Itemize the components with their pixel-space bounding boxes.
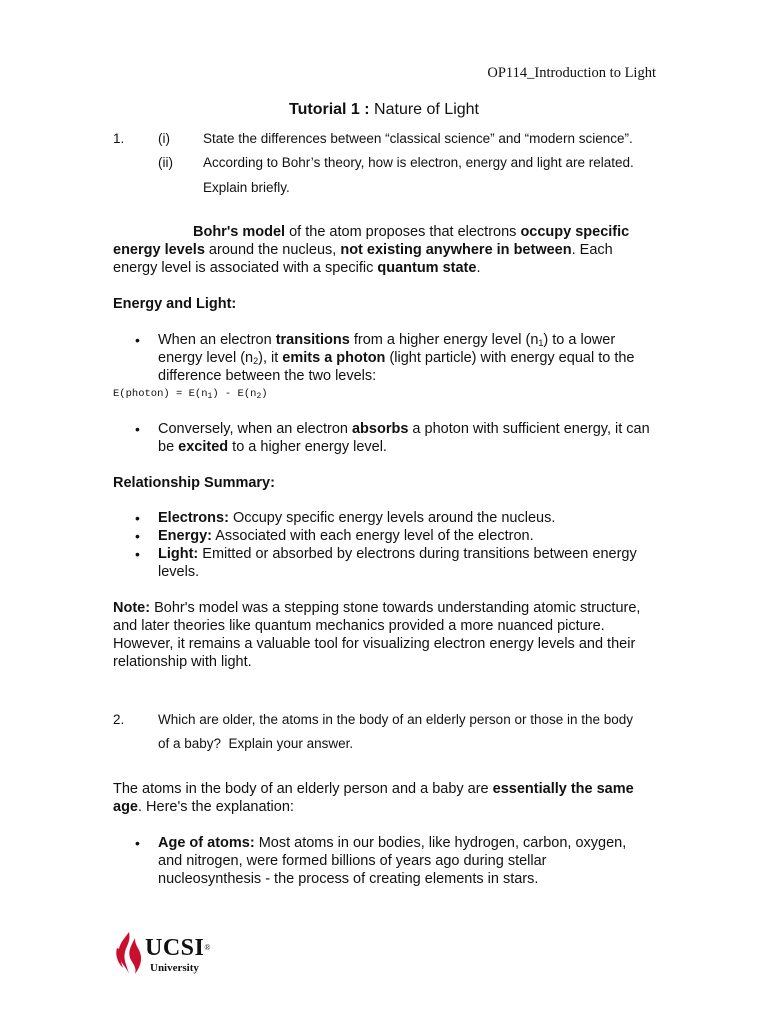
- list-item: [158, 527, 638, 545]
- ucsi-logo: [113, 930, 218, 978]
- item-text: Most atoms in our bodies, like hydrogen, carbon, oxygen, and nitrogen, were formed billions of years ago during stellar nucleosynthesis - the process of creating elements in stars.: [158, 835, 627, 887]
- bold-run: occupy specific energy levels: [113, 224, 630, 258]
- item-text: Emitted or absorbed by electrons during transitions between energy levels.: [158, 546, 637, 580]
- text-run: ) - E(n: [212, 388, 257, 400]
- bohr-term: Bohr's model: [193, 224, 286, 240]
- logo-name: UCSI: [145, 935, 205, 961]
- question-1-i-text: State the differences between “classical science” and “modern science”.: [203, 131, 633, 146]
- bohr-paragraph: [113, 223, 658, 277]
- item-label: Light:: [158, 546, 199, 562]
- text-run: Conversely, when an electron: [158, 421, 352, 437]
- page-title: [0, 101, 768, 119]
- note-text: Bohr's model was a stepping stone towards understanding atomic structure, and later theories like quantum mechanics provided a more nuanced picture. However, it remains a valuable tool for visualizing electron energy levels and their relationship with light.: [113, 600, 641, 670]
- list-item: [158, 509, 638, 527]
- item-label: Energy:: [158, 528, 212, 544]
- subscript: 2: [253, 356, 259, 366]
- subscript: 2: [256, 392, 262, 401]
- note-paragraph: [113, 599, 653, 671]
- bold-run: quantum state: [377, 260, 477, 276]
- note-label: Note:: [113, 600, 151, 616]
- text-run: The atoms in the body of an elderly person and a baby are: [113, 781, 493, 797]
- text-run: (light particle) with energy equal to the difference between the two levels:: [158, 350, 635, 384]
- text-run: a photon with sufficient energy, it can be: [158, 421, 650, 455]
- list-item: [158, 420, 658, 456]
- list-item: [158, 834, 653, 888]
- photon-energy-formula: [113, 387, 268, 401]
- section-heading-energy-light: Energy and Light:: [113, 296, 237, 312]
- bold-run: essentially the same age: [113, 781, 634, 815]
- item-text: Associated with each energy level of the electron.: [212, 528, 534, 544]
- question-1-ii-label: (ii): [158, 155, 173, 170]
- bold-run: absorbs: [351, 421, 409, 437]
- bold-run: excited: [178, 439, 229, 455]
- logo-registered-mark: ®: [204, 943, 211, 952]
- item-label: Electrons:: [158, 510, 229, 526]
- text-run: . Each energy level is associated with a specific: [113, 242, 613, 276]
- bold-run: transitions: [275, 332, 350, 348]
- text-run: When an electron: [158, 332, 276, 348]
- item-label: Age of atoms:: [158, 835, 255, 851]
- logo-wordmark: [145, 936, 211, 960]
- text-run: ): [261, 388, 268, 400]
- answer-2-paragraph: [113, 780, 658, 816]
- logo-subtitle: University: [150, 962, 199, 974]
- text-run: ) to a lower energy level (n: [158, 332, 616, 366]
- energy-light-list-2: [158, 420, 658, 456]
- summary-list: [158, 509, 638, 581]
- title-prefix: Tutorial 1 :: [289, 101, 370, 118]
- text-run: from a higher energy level (n: [349, 332, 539, 348]
- question-2-line1: Which are older, the atoms in the body of an elderly person or those in the body: [158, 712, 634, 727]
- question-2-number: 2.: [113, 712, 125, 727]
- text-run: of the atom proposes that electrons: [285, 224, 521, 240]
- flame-emblem-icon: [113, 930, 145, 976]
- title-rest: Nature of Light: [369, 101, 479, 118]
- bold-run: not existing anywhere in between: [340, 242, 572, 258]
- text-run: ), it: [258, 350, 283, 366]
- list-item: [158, 331, 658, 385]
- subscript: 1: [207, 392, 213, 401]
- list-item: [158, 545, 638, 581]
- energy-light-list-1: [158, 331, 658, 385]
- question-1-i-label: (i): [158, 131, 170, 146]
- text-run: to a higher energy level.: [228, 439, 387, 455]
- text-run: .: [476, 260, 481, 276]
- answer-2-list: [158, 834, 653, 888]
- text-run: . Here's the explanation:: [138, 799, 294, 815]
- text-run: around the nucleus,: [204, 242, 341, 258]
- course-header: OP114_Introduction to Light: [487, 65, 656, 81]
- question-1-ii-line1: According to Bohr’s theory, how is electron, energy and light are related.: [203, 155, 634, 170]
- section-heading-relationship-summary: Relationship Summary:: [113, 475, 275, 491]
- question-1-number: 1.: [113, 131, 125, 146]
- item-text: Occupy specific energy levels around the nucleus.: [228, 510, 556, 526]
- question-1-ii-line2: Explain briefly.: [203, 180, 290, 195]
- question-2-line2: of a baby? Explain your answer.: [158, 736, 354, 751]
- text-run: E(photon) = E(n: [113, 388, 208, 400]
- subscript: 1: [538, 338, 544, 348]
- bold-run: emits a photon: [282, 350, 386, 366]
